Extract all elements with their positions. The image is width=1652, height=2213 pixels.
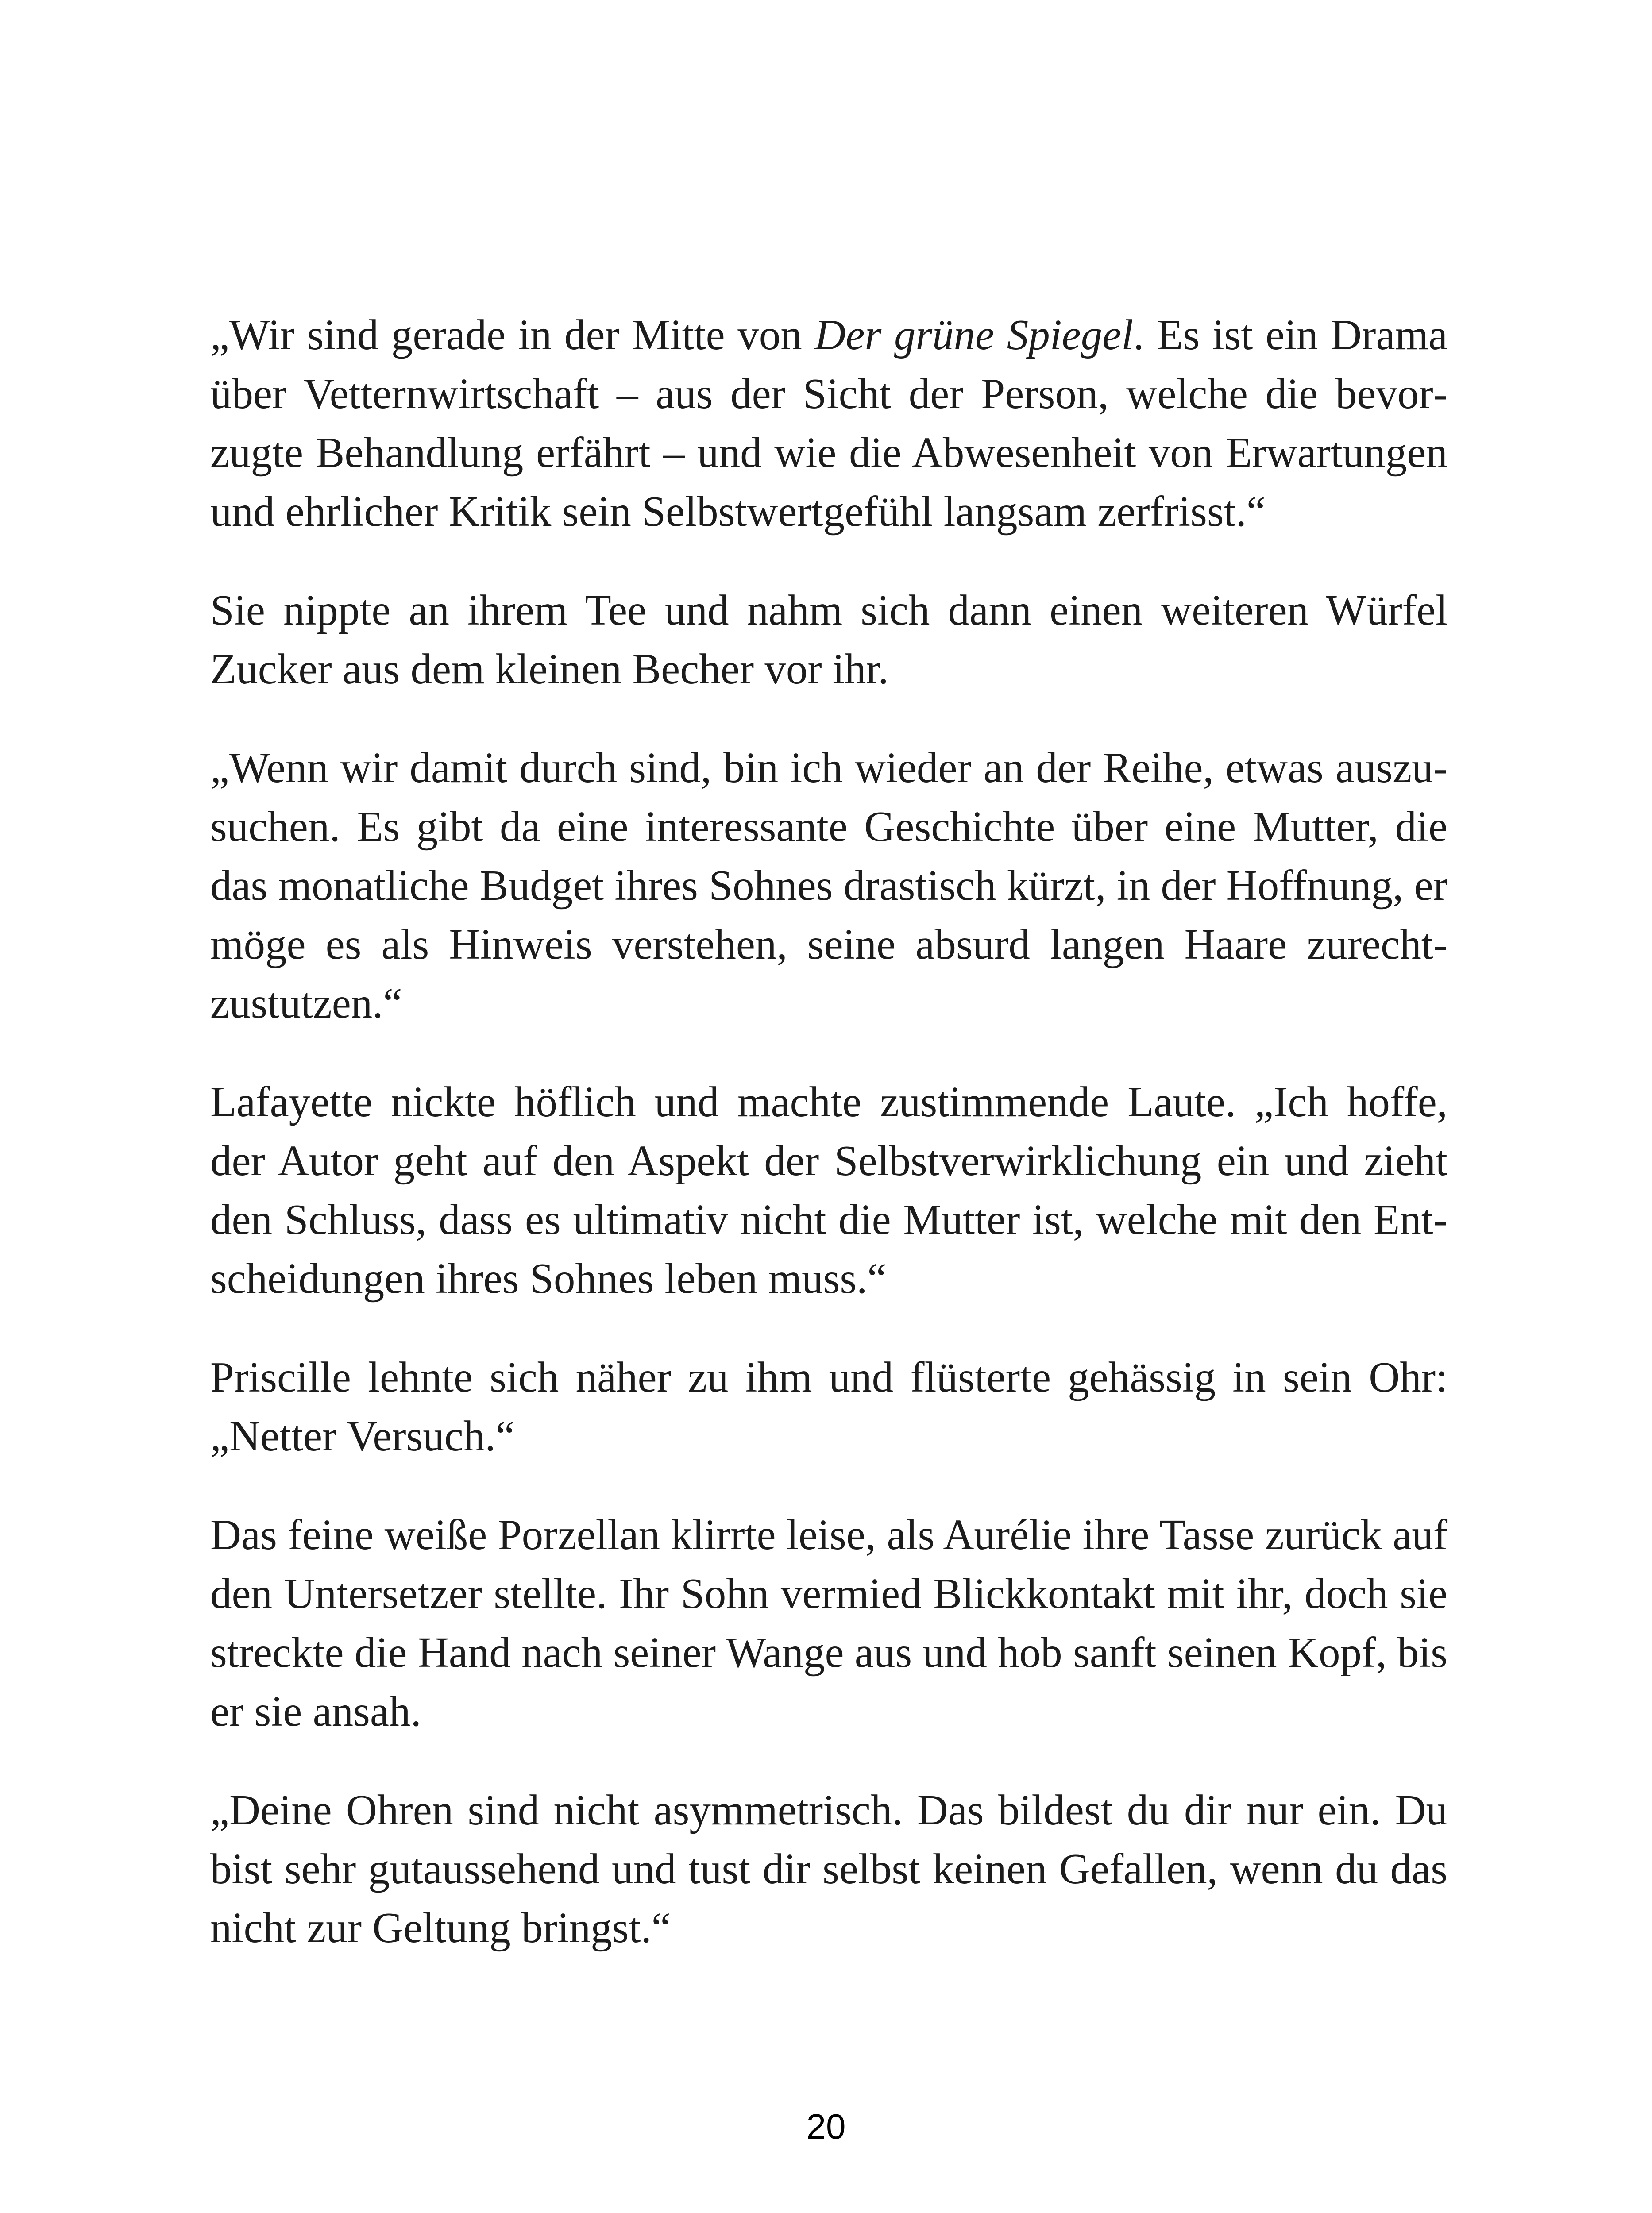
paragraph-2: Sie nippte an ihrem Tee und nahm sich dann einen weiteren Würfel Zucker aus dem kleinen Becher vor ihr. <box>210 586 1447 693</box>
paragraph-7: „Deine Ohren sind nicht asymmetrisch. Das bildest du dir nur ein. Du bist sehr gutaussehend und tust dir selbst keinen Gefallen, wenn du das nicht zur Geltung bringst.“ <box>210 1786 1447 1951</box>
paragraph-3: „Wenn wir damit durch sind, bin ich wieder an der Reihe, etwas auszusuchen. Es gibt da eine interessante Geschichte über eine Mutter, die das monatliche Budget ihres Sohnes drastisch kürzt, in der Hoffnung, er möge es als Hinweis verstehen, seine absurd langen Haare zurechtzustutzen.“ <box>210 744 1447 1027</box>
paragraph-5: Priscille lehnte sich näher zu ihm und flüsterte gehässig in sein Ohr: „Netter Versuch.“ <box>210 1353 1447 1460</box>
body-text <box>210 305 1447 1997</box>
paragraph-1-end: . Es ist ein Drama über Vetternwirtschaft – aus der Sicht der Person, welche die bevorzugte Behandlung erfährt – und wie die Abwesenheit von Erwartungen und ehrlicher Kritik sein Selbstwertgefühl langsam zerfrisst.“ <box>210 311 1447 535</box>
paragraph-1 <box>210 305 1447 541</box>
paragraph-4: Lafayette nickte höflich und machte zustimmende Laute. „Ich hoffe, der Autor geht auf den Aspekt der Selbstverwirklichung ein und zieht den Schluss, dass es ultimativ nicht die Mutter ist, welche mit den Entscheidungen ihres Sohnes leben muss.“ <box>210 1078 1447 1302</box>
page-number: 20 <box>806 2107 846 2146</box>
book-title-italic: Der grüne Spiegel <box>814 311 1134 359</box>
paragraph-6: Das feine weiße Porzellan klirrte leise, als Aurélie ihre Tasse zurück auf den Untersetzer stellte. Ihr Sohn vermied Blickkontakt mit ihr, doch sie streckte die Hand nach seiner Wange aus und hob sanft seinen Kopf, bis er sie ansah. <box>210 1511 1447 1735</box>
paragraph-1-start: „Wir sind gerade in der Mitte von <box>210 311 815 359</box>
